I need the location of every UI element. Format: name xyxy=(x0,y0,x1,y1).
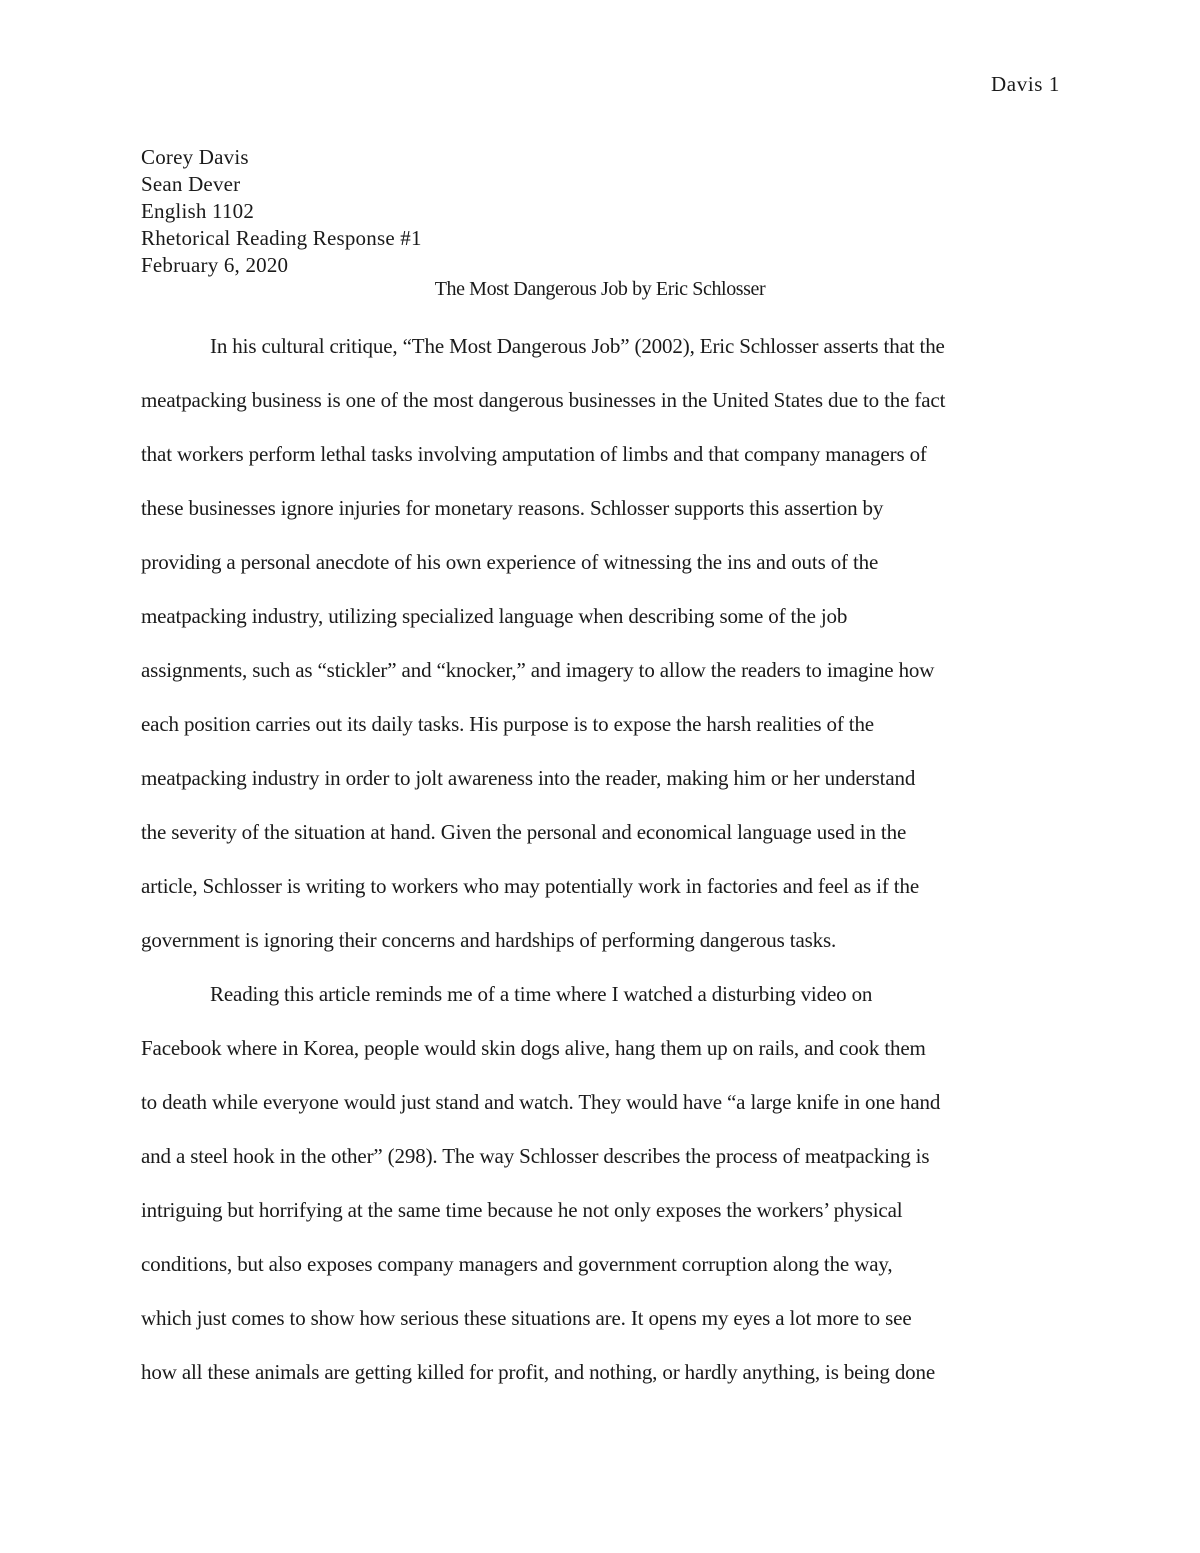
paragraph-line: which just comes to show how serious these situations are. It opens my eyes a lot more to see xyxy=(141,1306,912,1330)
paragraph-line: each position carries out its daily tasks. His purpose is to expose the harsh realities of the xyxy=(141,712,874,736)
instructor-name: Sean Dever xyxy=(141,172,241,196)
paragraph-line: that workers perform lethal tasks involving amputation of limbs and that company managers of xyxy=(141,442,927,466)
paragraph-line: providing a personal anecdote of his own experience of witnessing the ins and outs of the xyxy=(141,550,879,574)
paragraph-line: the severity of the situation at hand. Given the personal and economical language used in the xyxy=(141,820,907,844)
paragraph-line: meatpacking business is one of the most dangerous businesses in the United States due to the fact xyxy=(141,388,946,412)
date: February 6, 2020 xyxy=(141,253,289,277)
assignment-name: Rhetorical Reading Response #1 xyxy=(141,226,422,250)
paragraph-line: intriguing but horrifying at the same time because he not only exposes the workers’ physical xyxy=(141,1198,903,1222)
paragraph-line: article, Schlosser is writing to workers who may potentially work in factories and feel as if the xyxy=(141,874,919,898)
paragraph-line: meatpacking industry, utilizing specialized language when describing some of the job xyxy=(141,604,848,628)
paragraph-line: assignments, such as “stickler” and “knocker,” and imagery to allow the readers to imagine how xyxy=(141,658,935,682)
paragraph-line: government is ignoring their concerns and hardships of performing dangerous tasks. xyxy=(141,928,837,952)
running-head: Davis 1 xyxy=(991,72,1060,96)
paragraph-line: how all these animals are getting killed for profit, and nothing, or hardly anything, is being done xyxy=(141,1360,936,1384)
course-name: English 1102 xyxy=(141,199,255,223)
essay-title: The Most Dangerous Job by Eric Schlosser xyxy=(434,278,766,300)
paragraph-line: and a steel hook in the other” (298). The way Schlosser describes the process of meatpacking is xyxy=(141,1144,930,1168)
paragraph-line: Reading this article reminds me of a time where I watched a disturbing video on xyxy=(210,982,873,1006)
paragraph-line: meatpacking industry in order to jolt awareness into the reader, making him or her understand xyxy=(141,766,916,790)
heading-block xyxy=(141,144,422,279)
paragraph-1 xyxy=(141,319,1061,967)
paragraph-2 xyxy=(141,967,1061,1399)
paragraph-line: Facebook where in Korea, people would skin dogs alive, hang them up on rails, and cook them xyxy=(141,1036,926,1060)
paragraph-line: these businesses ignore injuries for monetary reasons. Schlosser supports this assertion by xyxy=(141,496,884,520)
paragraph-line: In his cultural critique, “The Most Dangerous Job” (2002), Eric Schlosser asserts that the xyxy=(210,334,945,358)
paragraph-line: conditions, but also exposes company managers and government corruption along the way, xyxy=(141,1252,893,1276)
author-name: Corey Davis xyxy=(141,145,249,169)
paragraph-line: to death while everyone would just stand and watch. They would have “a large knife in one hand xyxy=(141,1090,941,1114)
